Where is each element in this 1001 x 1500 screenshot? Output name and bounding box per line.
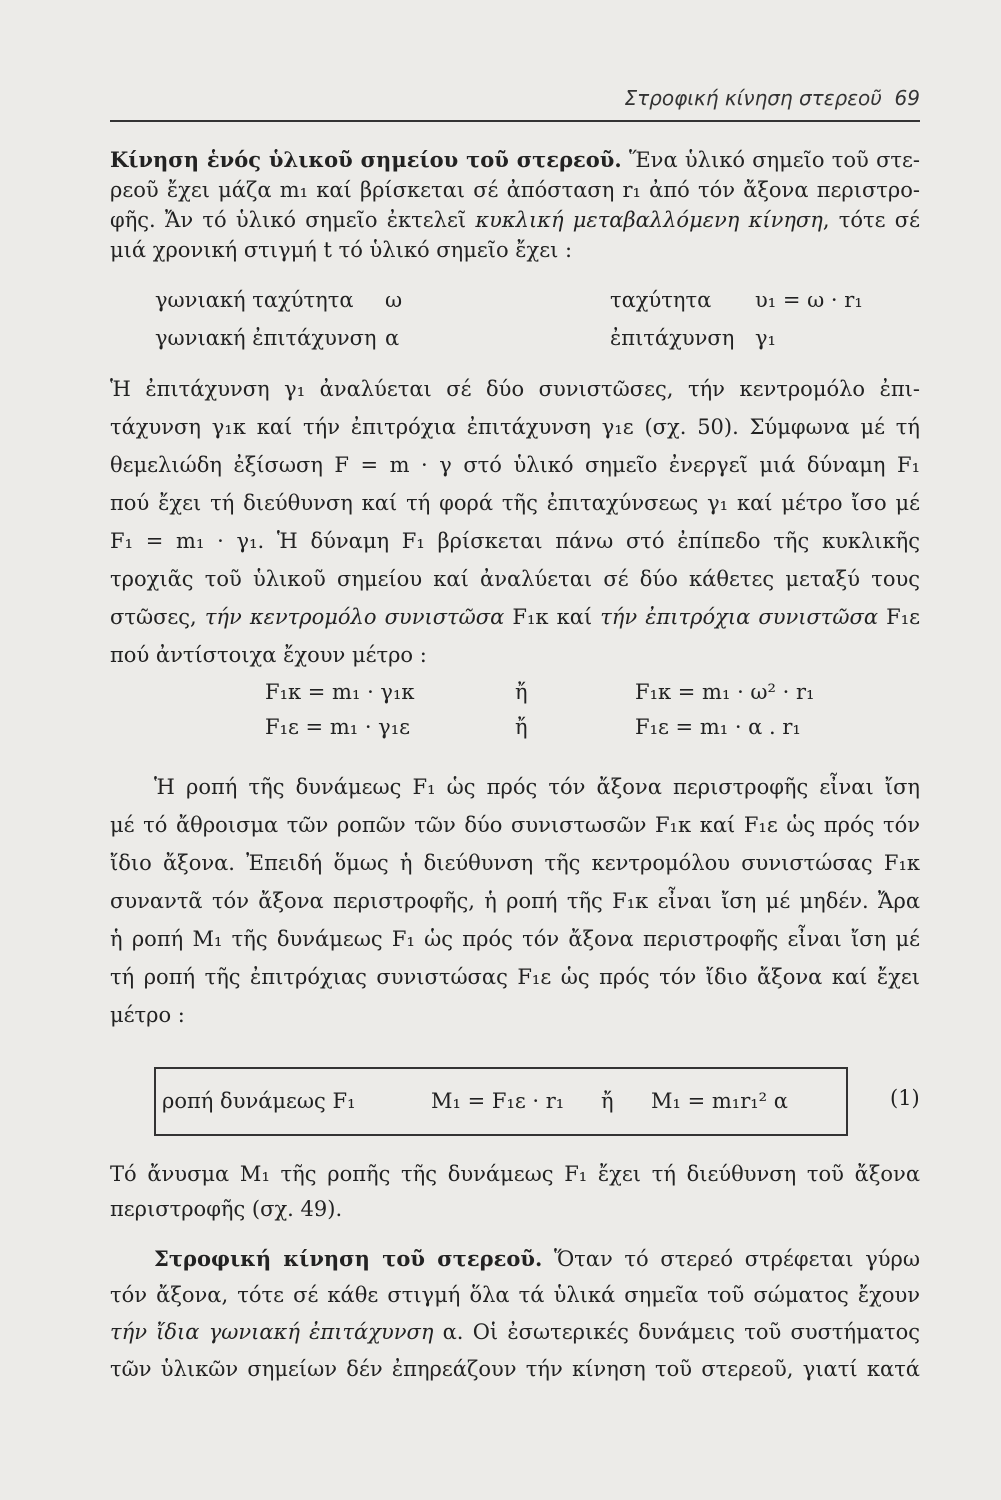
paragraph-torque bbox=[110, 768, 920, 1034]
page-header bbox=[110, 80, 920, 122]
text-line: πού ἔχει τή διεύθυνση καί τή φορά τῆς ἐπιταχύνσεως γ₁ καί μέτρο ἴσο μέ bbox=[110, 491, 920, 515]
equation: F₁κ = m₁ · ω² · r₁ bbox=[635, 680, 815, 704]
text-line: Στροφική κίνηση τοῦ στερεοῦ. Ὅταν τό στερεό στρέφεται γύρω bbox=[154, 1246, 920, 1271]
text-line: ἡ ροπή M₁ τῆς δυνάμεως F₁ ὡς πρός τόν ἄξονα περιστροφῆς εἶναι ἴση μέ bbox=[110, 927, 920, 951]
text-line: F₁ = m₁ · γ₁. Ἡ δύναμη F₁ βρίσκεται πάνω στό ἐπίπεδο τῆς κυκλικῆς bbox=[110, 529, 920, 553]
text-line: Ἡ ἐπιτάχυνση γ₁ ἀναλύεται σέ δύο συνιστῶσες, τήν κεντρομόλο ἐπι- bbox=[110, 377, 920, 401]
equation: M₁ = F₁ε · r₁ bbox=[431, 1089, 565, 1113]
text-line: φῆς. Ἄν τό ὑλικό σημεῖο ἐκτελεῖ κυκλική μεταβαλλόμενη κίνηση, τότε σέ bbox=[110, 208, 920, 232]
text-line: Τό ἄνυσμα M₁ τῆς ροπῆς τῆς δυνάμεως F₁ ἔχει τή διεύθυνση τοῦ ἄξονα bbox=[110, 1162, 920, 1186]
section-heading: Στροφική κίνηση τοῦ στερεοῦ. bbox=[154, 1246, 543, 1271]
text-line: μέ τό ἄθροισμα τῶν ροπῶν τῶν δύο συνιστωσῶν F₁κ καί F₁ε ὡς πρός τόν bbox=[110, 813, 920, 837]
paragraph-moment-vector bbox=[110, 1157, 920, 1227]
equation: F₁κ = m₁ · γ₁κ bbox=[265, 680, 415, 704]
text-line: τόν ἄξονα, τότε σέ κάθε στιγμή ὅλα τά ὑλικά σημεῖα τοῦ σώματος ἔχουν bbox=[110, 1283, 920, 1307]
table-cell: ω bbox=[385, 288, 403, 312]
paragraph-acceleration bbox=[110, 370, 920, 674]
table-cell: ταχύτητα bbox=[610, 288, 712, 312]
equation: F₁ε = m₁ · α . r₁ bbox=[635, 715, 801, 739]
running-header bbox=[624, 86, 920, 110]
equation-number: (1) bbox=[890, 1086, 920, 1110]
table-cell: γ₁ bbox=[755, 326, 776, 350]
table-cell: γωνιακή ταχύτητα bbox=[155, 288, 354, 312]
text-line: συναντᾶ τόν ἄξονα περιστροφῆς, ἡ ροπή τῆς F₁κ εἶναι ἴση μέ μηδέν. Ἄρα bbox=[110, 889, 920, 913]
section-heading: Κίνηση ἑνός ὑλικοῦ σημείου τοῦ στερεοῦ. bbox=[110, 147, 622, 172]
text-line: Ἡ ροπή τῆς δυνάμεως F₁ ὡς πρός τόν ἄξονα περιστροφῆς εἶναι ἴση bbox=[154, 775, 920, 799]
paragraph-rigid-rotation bbox=[110, 1240, 920, 1388]
text-line: στῶσες, τήν κεντρομόλο συνιστῶσα F₁κ καί τήν ἐπιτρόχια συνιστῶσα F₁ε bbox=[110, 605, 920, 629]
text-line: τή ροπή τῆς ἐπιτρόχιας συνιστώσας F₁ε ὡς πρός τόν ἴδιο ἄξονα καί ἔχει bbox=[110, 965, 920, 989]
equation-connector: ἤ bbox=[515, 715, 528, 739]
table-cell: ἐπιτάχυνση bbox=[610, 326, 735, 350]
text-line: Κίνηση ἑνός ὑλικοῦ σημείου τοῦ στερεοῦ. Ἕνα ὑλικό σημεῖο τοῦ στε- bbox=[110, 147, 920, 172]
box-label: ροπή δυνάμεως F₁ bbox=[162, 1089, 356, 1113]
boxed-equation bbox=[154, 1067, 848, 1136]
text-line: τήν ἴδια γωνιακή ἐπιτάχυνση α. Οἱ ἐσωτερικές δυνάμεις τοῦ συστήματος bbox=[110, 1320, 920, 1344]
text-line: περιστροφῆς (σχ. 49). bbox=[110, 1197, 343, 1221]
text-line: θεμελιώδη ἐξίσωση F = m · γ στό ὑλικό σημεῖο ἐνεργεῖ μιά δύναμη F₁ bbox=[110, 453, 920, 477]
equation-connector: ἤ bbox=[601, 1089, 614, 1113]
text-line: ἴδιο ἄξονα. Ἐπειδή ὅμως ἡ διεύθυνση τῆς κεντρομόλου συνιστώσας F₁κ bbox=[110, 851, 920, 875]
table-cell: υ₁ = ω · r₁ bbox=[755, 288, 863, 312]
text-line: μιά χρονική στιγμή t τό ὑλικό σημεῖο ἔχει : bbox=[110, 238, 573, 262]
text-line: πού ἀντίστοιχα ἔχουν μέτρο : bbox=[110, 643, 427, 667]
paragraph-material-point bbox=[110, 145, 920, 265]
text-line: ρεοῦ ἔχει μάζα m₁ καί βρίσκεται σέ ἀπόσταση r₁ ἀπό τόν ἄξονα περιστρο- bbox=[110, 178, 920, 202]
equation: M₁ = m₁r₁² α bbox=[651, 1089, 788, 1113]
table-cell: α bbox=[385, 326, 400, 350]
text-line: τῶν ὑλικῶν σημείων δέν ἐπηρεάζουν τήν κίνηση τοῦ στερεοῦ, γιατί κατά bbox=[110, 1357, 920, 1381]
equation: F₁ε = m₁ · γ₁ε bbox=[265, 715, 411, 739]
text-line: τροχιᾶς τοῦ ὑλικοῦ σημείου καί ἀναλύεται σέ δύο κάθετες μεταξύ τους bbox=[110, 567, 920, 591]
text-line: τάχυνση γ₁κ καί τήν ἐπιτρόχια ἐπιτάχυνση γ₁ε (σχ. 50). Σύμφωνα μέ τή bbox=[110, 415, 920, 439]
page-number: 69 bbox=[894, 86, 920, 110]
text-line: μέτρο : bbox=[110, 1003, 185, 1027]
running-title: Στροφική κίνηση στερεοῦ bbox=[624, 86, 882, 110]
equation-connector: ἤ bbox=[515, 680, 528, 704]
table-cell: γωνιακή ἐπιτάχυνση bbox=[155, 326, 377, 350]
